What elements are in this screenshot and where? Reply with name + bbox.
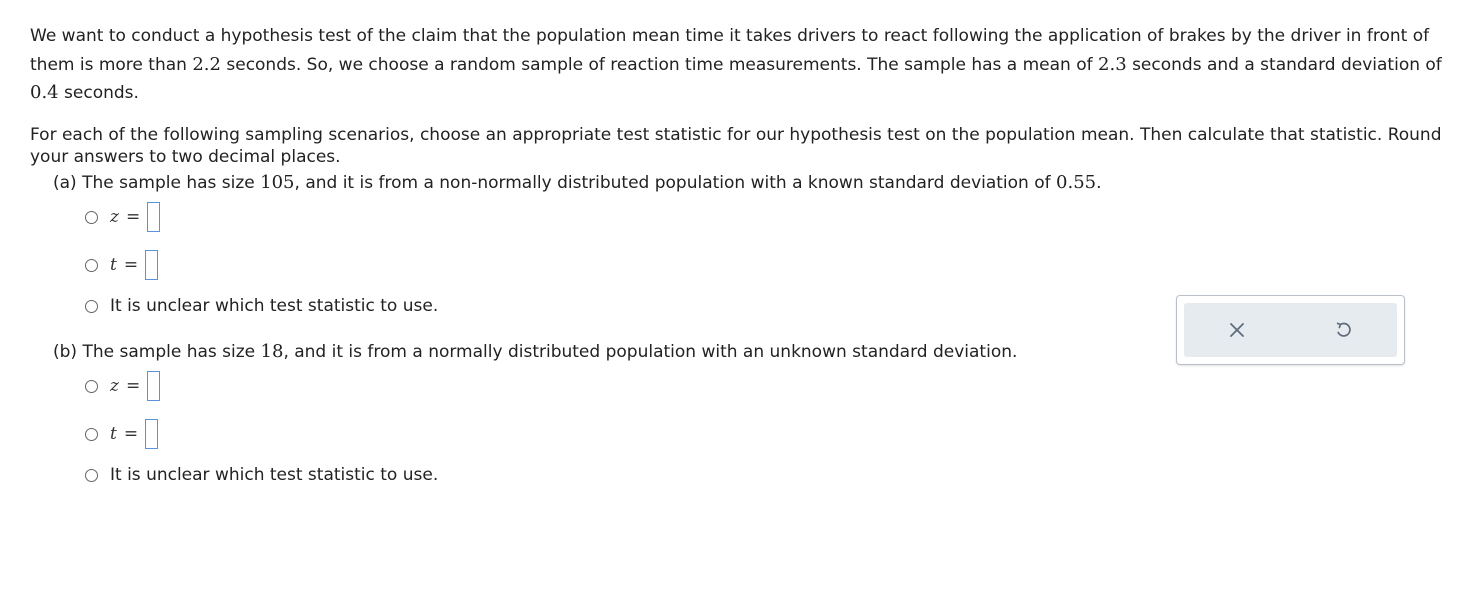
- answer-toolbar: [1176, 295, 1405, 365]
- part-b-option-t[interactable]: [85, 419, 158, 449]
- part-b-unclear-radio[interactable]: [85, 469, 98, 482]
- part-a-z-radio[interactable]: [85, 211, 98, 224]
- part-b-z-answer-input[interactable]: [147, 371, 160, 401]
- intro-text-2: seconds. So, we choose a random sample of reaction time measurements. The sample has a mean of: [220, 54, 1099, 75]
- z-variable: z: [110, 376, 119, 396]
- part-a-t-answer-input[interactable]: [145, 250, 158, 280]
- part-b-t-radio[interactable]: [85, 428, 98, 441]
- toolbar-panel: [1184, 303, 1397, 357]
- part-a-option-unclear[interactable]: [85, 296, 438, 316]
- part-a-option-z[interactable]: [85, 202, 160, 232]
- part-b-text-1: The sample has size: [77, 342, 261, 362]
- part-b-option-unclear[interactable]: [85, 465, 438, 485]
- part-a-text-2: , and it is from a non-normally distributed population with a known standard deviation of: [294, 173, 1057, 193]
- part-a-sigma: 0.55: [1056, 172, 1097, 193]
- instructions: For each of the following sampling scenarios, choose an appropriate test statistic for our hypothesis test on the population mean. Then calculate that statistic. Round your answers to two decimal places.: [30, 125, 1442, 167]
- close-icon: [1229, 322, 1245, 338]
- undo-button[interactable]: [1291, 303, 1397, 357]
- equals-sign: =: [125, 376, 141, 396]
- part-a-z-answer-input[interactable]: [147, 202, 160, 232]
- sample-mean-value: 2.3: [1098, 53, 1127, 75]
- part-a-prompt: [53, 172, 1102, 193]
- part-a-unclear-radio[interactable]: [85, 300, 98, 313]
- intro-text-1: We want to conduct a hypothesis test of the claim that the population mean time it takes drivers to react following the application of brakes by the driver in front of them is more than: [30, 26, 1430, 75]
- part-a-text-3: .: [1096, 173, 1102, 193]
- sample-sd-value: 0.4: [30, 82, 59, 103]
- undo-icon: [1335, 321, 1353, 339]
- part-a-t-radio[interactable]: [85, 259, 98, 272]
- t-variable: t: [110, 424, 117, 444]
- part-a-unclear-label: It is unclear which test statistic to use.: [110, 296, 439, 316]
- clear-button[interactable]: [1184, 303, 1290, 357]
- intro-text-4: seconds.: [58, 83, 139, 103]
- part-b-prompt: [53, 341, 1017, 362]
- part-b-t-answer-input[interactable]: [145, 419, 158, 449]
- equals-sign: =: [123, 424, 139, 444]
- part-b-label: (b): [53, 342, 78, 362]
- equals-sign: =: [123, 255, 139, 275]
- part-a-size: 105: [260, 172, 295, 193]
- part-b-unclear-label: It is unclear which test statistic to use.: [110, 465, 439, 485]
- part-b-z-radio[interactable]: [85, 380, 98, 393]
- part-b-size: 18: [260, 341, 284, 362]
- part-a-text-1: The sample has size: [76, 173, 261, 193]
- intro-text-3: seconds and a standard deviation of: [1126, 54, 1442, 75]
- equals-sign: =: [125, 207, 141, 227]
- z-variable: z: [110, 207, 119, 227]
- part-b-option-z[interactable]: [85, 371, 160, 401]
- t-variable: t: [110, 255, 117, 275]
- part-a-label: (a): [53, 173, 77, 193]
- part-a-option-t[interactable]: [85, 250, 158, 280]
- claim-value: 2.2: [192, 53, 221, 75]
- part-b-text-2: , and it is from a normally distributed population with an unknown standard deviation.: [283, 342, 1018, 362]
- problem-statement: [30, 22, 1460, 108]
